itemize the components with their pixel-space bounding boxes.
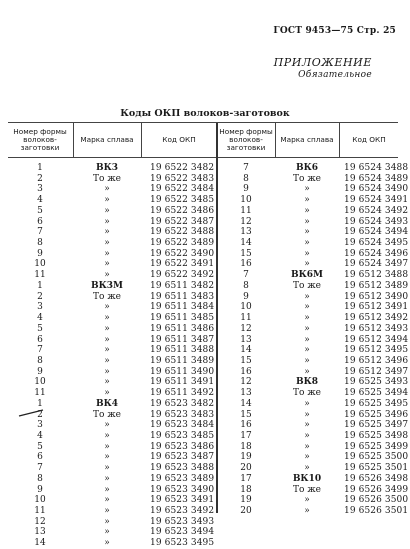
alloy-grade: » bbox=[304, 409, 310, 420]
okp-code: 19 6512 3496 bbox=[344, 355, 409, 366]
okp-code: 19 6525 3494 bbox=[344, 388, 409, 399]
alloy-grade: ВК10 bbox=[292, 473, 322, 484]
pen-mark-icon bbox=[18, 409, 44, 417]
okp-code: 19 6512 3492 bbox=[344, 313, 409, 324]
okp-code: 19 6524 3492 bbox=[344, 205, 409, 216]
okp-code: 19 6526 3500 bbox=[344, 495, 409, 506]
form-number: 20 bbox=[240, 506, 252, 517]
table-row bbox=[8, 216, 409, 228]
form-number: 4 bbox=[37, 195, 43, 206]
alloy-grade: » bbox=[104, 302, 110, 313]
table-row bbox=[8, 302, 409, 313]
form-number: 17 bbox=[240, 473, 252, 484]
alloy-grade: То же bbox=[293, 280, 321, 291]
okp-code: 19 6523 3494 bbox=[150, 527, 215, 538]
alloy-grade: ВК3М bbox=[90, 280, 124, 291]
table-title: Коды ОКП волоков-заготовок bbox=[120, 108, 290, 119]
alloy-grade: » bbox=[104, 313, 110, 324]
alloy-grade: » bbox=[104, 355, 110, 366]
alloy-grade: » bbox=[104, 345, 110, 356]
form-number: 1 bbox=[37, 398, 43, 409]
alloy-grade: » bbox=[104, 420, 110, 431]
okp-code: 19 6524 3496 bbox=[344, 248, 409, 259]
form-number: 15 bbox=[240, 355, 252, 366]
form-number: 10 bbox=[240, 195, 252, 206]
table-row bbox=[8, 377, 409, 388]
alloy-grade: ВК3 bbox=[95, 163, 119, 173]
form-number: 8 bbox=[243, 280, 249, 291]
header-form-number-right: Номер формы волоков-заготовки bbox=[219, 127, 273, 152]
alloy-grade: » bbox=[304, 495, 310, 506]
table-row bbox=[8, 227, 409, 238]
form-number: 7 bbox=[37, 227, 43, 238]
form-number: 3 bbox=[37, 302, 43, 313]
form-number: 1 bbox=[37, 280, 43, 291]
table-row bbox=[8, 345, 409, 356]
form-number: 9 bbox=[37, 484, 43, 495]
alloy-grade: » bbox=[104, 495, 110, 506]
alloy-grade: » bbox=[104, 388, 110, 399]
alloy-grade: ВК6М bbox=[290, 270, 324, 281]
table-row bbox=[8, 355, 409, 367]
alloy-grade: » bbox=[104, 484, 110, 495]
table-row bbox=[8, 173, 409, 185]
form-number: 11 bbox=[34, 388, 46, 399]
okp-code: 19 6525 3500 bbox=[344, 452, 409, 463]
alloy-grade: » bbox=[104, 227, 110, 238]
column-divider bbox=[339, 123, 340, 157]
alloy-grade: » bbox=[304, 313, 310, 324]
header-okp-code-left: Код ОКП bbox=[162, 135, 196, 144]
table-row bbox=[8, 506, 409, 517]
alloy-grade: » bbox=[304, 366, 310, 377]
table-row bbox=[8, 259, 409, 270]
okp-code: 19 6522 3485 bbox=[150, 195, 215, 206]
table-row bbox=[8, 388, 409, 399]
okp-code: 19 6525 3493 bbox=[344, 377, 409, 388]
alloy-grade: » bbox=[304, 398, 310, 409]
okp-code: 19 6511 3490 bbox=[150, 366, 215, 377]
form-number: 11 bbox=[34, 506, 46, 517]
alloy-grade: » bbox=[304, 506, 310, 517]
okp-code: 19 6522 3490 bbox=[150, 248, 215, 259]
okp-code: 19 6511 3483 bbox=[150, 291, 215, 302]
table-row bbox=[8, 248, 409, 260]
okp-code: 19 6524 3493 bbox=[344, 216, 409, 227]
table-row bbox=[8, 527, 398, 538]
column-divider bbox=[275, 123, 276, 157]
form-number: 19 bbox=[240, 495, 252, 506]
table-row bbox=[8, 484, 409, 496]
alloy-grade: » bbox=[304, 291, 310, 302]
table-row bbox=[8, 205, 409, 217]
appendix-label: ПРИЛОЖЕНИЕ bbox=[273, 56, 372, 69]
alloy-grade: » bbox=[104, 205, 110, 216]
header-alloy-right: Марка сплава bbox=[280, 135, 334, 144]
alloy-grade: То же bbox=[93, 409, 121, 420]
okp-code: 19 6512 3491 bbox=[344, 302, 409, 313]
form-number: 17 bbox=[240, 431, 252, 441]
form-number: 14 bbox=[240, 238, 252, 249]
form-number: 9 bbox=[37, 248, 43, 259]
okp-code: 19 6523 3483 bbox=[150, 409, 215, 420]
okp-code: 19 6525 3495 bbox=[344, 398, 409, 409]
form-number: 9 bbox=[37, 366, 43, 377]
mandatory-label: Обязательное bbox=[298, 70, 372, 80]
alloy-grade: » bbox=[104, 195, 110, 206]
okp-code: 19 6523 3493 bbox=[150, 516, 215, 527]
okp-code: 19 6525 3498 bbox=[344, 431, 409, 441]
okp-code: 19 6524 3490 bbox=[344, 184, 409, 195]
table-row bbox=[8, 280, 409, 292]
alloy-grade: ВК8 bbox=[295, 377, 319, 388]
alloy-grade: » bbox=[104, 527, 110, 538]
okp-code: 19 6512 3488 bbox=[344, 270, 409, 281]
alloy-grade: » bbox=[304, 463, 310, 474]
alloy-grade: » bbox=[104, 270, 110, 281]
form-number: 9 bbox=[243, 291, 249, 302]
okp-code: 19 6523 3482 bbox=[150, 398, 215, 409]
okp-code: 19 6512 3493 bbox=[344, 323, 409, 334]
okp-code: 19 6522 3487 bbox=[150, 216, 215, 227]
form-number: 8 bbox=[243, 173, 249, 184]
table-row bbox=[8, 291, 409, 303]
table-row bbox=[8, 163, 409, 174]
alloy-grade: » bbox=[104, 259, 110, 270]
header-okp-code-right: Код ОКП bbox=[352, 135, 386, 144]
okp-code: 19 6511 3482 bbox=[150, 280, 215, 291]
okp-code: 19 6511 3489 bbox=[150, 355, 215, 366]
okp-code: 19 6512 3494 bbox=[344, 334, 409, 345]
alloy-grade: » bbox=[304, 302, 310, 313]
form-number: 13 bbox=[240, 388, 252, 399]
form-number: 16 bbox=[240, 420, 252, 431]
form-number: 5 bbox=[37, 205, 43, 216]
table-row bbox=[8, 517, 398, 528]
table-row bbox=[8, 452, 409, 463]
alloy-grade: То же bbox=[293, 484, 321, 495]
alloy-grade: » bbox=[104, 184, 110, 195]
okp-code: 19 6524 3491 bbox=[344, 195, 409, 206]
form-number: 18 bbox=[240, 441, 252, 452]
form-number: 20 bbox=[240, 463, 252, 474]
form-number: 14 bbox=[240, 398, 252, 409]
table-row bbox=[8, 495, 409, 506]
okp-code: 19 6511 3487 bbox=[150, 334, 215, 345]
form-number: 7 bbox=[243, 270, 249, 281]
okp-code: 19 6511 3486 bbox=[150, 323, 215, 334]
table-row bbox=[8, 366, 409, 378]
alloy-grade: » bbox=[304, 238, 310, 249]
alloy-grade: » bbox=[104, 473, 110, 484]
alloy-grade: » bbox=[104, 516, 110, 527]
alloy-grade: » bbox=[104, 538, 110, 549]
form-number: 6 bbox=[37, 334, 43, 345]
okp-code: 19 6522 3492 bbox=[150, 270, 215, 281]
form-number: 8 bbox=[37, 355, 43, 366]
alloy-grade: То же bbox=[293, 388, 321, 399]
alloy-grade: » bbox=[304, 195, 310, 206]
okp-code: 19 6522 3486 bbox=[150, 205, 215, 216]
form-number: 10 bbox=[34, 377, 46, 388]
okp-code: 19 6523 3487 bbox=[150, 452, 215, 463]
okp-code: 19 6523 3495 bbox=[150, 538, 215, 549]
form-number: 11 bbox=[34, 270, 46, 281]
alloy-grade: » bbox=[104, 366, 110, 377]
form-number: 3 bbox=[37, 184, 43, 195]
alloy-grade: » bbox=[304, 431, 310, 441]
form-number: 6 bbox=[37, 452, 43, 463]
alloy-grade: » bbox=[104, 248, 110, 259]
okp-code: 19 6522 3482 bbox=[150, 163, 215, 173]
alloy-grade: » bbox=[104, 334, 110, 345]
okp-code: 19 6512 3489 bbox=[344, 280, 409, 291]
alloy-grade: » bbox=[104, 216, 110, 227]
alloy-grade: ВК4 bbox=[95, 398, 119, 409]
alloy-grade: » bbox=[304, 452, 310, 463]
okp-code: 19 6526 3498 bbox=[344, 473, 409, 484]
column-divider bbox=[73, 123, 74, 157]
form-number: 4 bbox=[37, 431, 43, 441]
okp-code: 19 6522 3483 bbox=[150, 173, 215, 184]
form-number: 10 bbox=[34, 259, 46, 270]
form-number: 9 bbox=[243, 184, 249, 195]
form-number: 12 bbox=[240, 216, 252, 227]
alloy-grade: » bbox=[304, 205, 310, 216]
table-row bbox=[8, 538, 398, 549]
okp-code: 19 6522 3488 bbox=[150, 227, 215, 238]
form-number: 8 bbox=[37, 238, 43, 249]
form-number: 7 bbox=[243, 163, 249, 173]
okp-code: 19 6511 3491 bbox=[150, 377, 215, 388]
form-number: 11 bbox=[240, 205, 252, 216]
form-number: 7 bbox=[37, 345, 43, 356]
alloy-grade: » bbox=[304, 259, 310, 270]
table-row bbox=[8, 431, 409, 442]
okp-code: 19 6523 3485 bbox=[150, 431, 215, 441]
alloy-grade: » bbox=[304, 345, 310, 356]
okp-code: 19 6524 3497 bbox=[344, 259, 409, 270]
okp-code: 19 6512 3490 bbox=[344, 291, 409, 302]
form-number: 14 bbox=[240, 345, 252, 356]
table-row bbox=[8, 270, 409, 281]
form-number: 1 bbox=[37, 163, 43, 173]
okp-code: 19 6525 3499 bbox=[344, 441, 409, 452]
form-number: 10 bbox=[34, 495, 46, 506]
alloy-grade: » bbox=[304, 355, 310, 366]
alloy-grade: » bbox=[104, 441, 110, 452]
okp-code: 19 6512 3495 bbox=[344, 345, 409, 356]
alloy-grade: » bbox=[104, 377, 110, 388]
okp-code: 19 6525 3497 bbox=[344, 420, 409, 431]
header-form-number-left: Номер формы волоков-заготовки bbox=[13, 127, 67, 152]
alloy-grade: » bbox=[304, 248, 310, 259]
table-row bbox=[8, 323, 409, 335]
okp-code: 19 6525 3501 bbox=[344, 463, 409, 474]
header-alloy-left: Марка сплава bbox=[80, 135, 134, 144]
alloy-grade: » bbox=[104, 238, 110, 249]
table-row bbox=[8, 184, 409, 195]
form-number: 13 bbox=[34, 527, 46, 538]
okp-code: 19 6524 3488 bbox=[344, 163, 409, 173]
form-number: 3 bbox=[37, 420, 43, 431]
alloy-grade: » bbox=[304, 420, 310, 431]
form-number: 13 bbox=[240, 227, 252, 238]
form-number: 14 bbox=[34, 538, 46, 549]
alloy-grade: » bbox=[304, 227, 310, 238]
okp-code: 19 6523 3486 bbox=[150, 441, 215, 452]
form-number: 5 bbox=[37, 441, 43, 452]
form-number: 12 bbox=[34, 516, 46, 527]
form-number: 6 bbox=[37, 216, 43, 227]
okp-code: 19 6522 3489 bbox=[150, 238, 215, 249]
alloy-grade: » bbox=[104, 463, 110, 474]
form-number: 11 bbox=[240, 313, 252, 324]
form-number: 4 bbox=[37, 313, 43, 324]
alloy-grade: » bbox=[304, 323, 310, 334]
alloy-grade: ВК6 bbox=[295, 163, 319, 173]
form-number: 12 bbox=[240, 377, 252, 388]
okp-code: 19 6522 3484 bbox=[150, 184, 215, 195]
page-header: ГОСТ 9453—75 Стр. 25 bbox=[273, 26, 396, 36]
alloy-grade: То же bbox=[93, 291, 121, 302]
okp-code: 19 6523 3492 bbox=[150, 506, 215, 517]
alloy-grade: » bbox=[304, 441, 310, 452]
okp-code: 19 6524 3495 bbox=[344, 238, 409, 249]
form-number: 15 bbox=[240, 409, 252, 420]
table-row bbox=[8, 420, 409, 431]
form-number: 8 bbox=[37, 473, 43, 484]
form-number: 7 bbox=[37, 463, 43, 474]
form-number: 16 bbox=[240, 366, 252, 377]
okp-code: 19 6512 3497 bbox=[344, 366, 409, 377]
alloy-grade: » bbox=[104, 431, 110, 441]
okp-code: 19 6522 3491 bbox=[150, 259, 215, 270]
okp-code: 19 6511 3492 bbox=[150, 388, 215, 399]
table-row bbox=[8, 313, 409, 324]
form-number: 19 bbox=[240, 452, 252, 463]
okp-code: 19 6523 3491 bbox=[150, 495, 215, 506]
okp-code: 19 6523 3489 bbox=[150, 473, 215, 484]
table-row bbox=[8, 334, 409, 346]
form-number: 15 bbox=[240, 248, 252, 259]
okp-code: 19 6524 3494 bbox=[344, 227, 409, 238]
okp-codes-table bbox=[8, 122, 409, 549]
form-number: 2 bbox=[37, 291, 43, 302]
table-row bbox=[8, 195, 409, 206]
alloy-grade: » bbox=[104, 452, 110, 463]
form-number: 2 bbox=[37, 173, 43, 184]
okp-code: 19 6511 3485 bbox=[150, 313, 215, 324]
okp-code: 19 6524 3489 bbox=[344, 173, 409, 184]
table-row bbox=[8, 473, 409, 485]
form-number: 18 bbox=[240, 484, 252, 495]
alloy-grade: » bbox=[304, 184, 310, 195]
alloy-grade: » bbox=[304, 334, 310, 345]
form-number: 10 bbox=[240, 302, 252, 313]
form-number: 5 bbox=[37, 323, 43, 334]
table-row bbox=[8, 238, 409, 249]
form-number: 16 bbox=[240, 259, 252, 270]
column-divider bbox=[141, 123, 142, 157]
okp-code: 19 6525 3496 bbox=[344, 409, 409, 420]
alloy-grade: » bbox=[104, 506, 110, 517]
okp-code: 19 6526 3501 bbox=[344, 506, 409, 517]
alloy-grade: То же bbox=[293, 173, 321, 184]
okp-code: 19 6523 3484 bbox=[150, 420, 215, 431]
table-row bbox=[8, 441, 409, 453]
table-row bbox=[8, 409, 409, 421]
form-number: 2 bbox=[37, 409, 43, 420]
form-number: 13 bbox=[240, 334, 252, 345]
okp-code: 19 6511 3488 bbox=[150, 345, 215, 356]
alloy-grade: То же bbox=[93, 173, 121, 184]
okp-code: 19 6523 3488 bbox=[150, 463, 215, 474]
okp-code: 19 6511 3484 bbox=[150, 302, 215, 313]
table-row bbox=[8, 463, 409, 474]
table-row bbox=[8, 398, 409, 410]
form-number: 12 bbox=[240, 323, 252, 334]
okp-code: 19 6526 3499 bbox=[344, 484, 409, 495]
alloy-grade: » bbox=[304, 216, 310, 227]
alloy-grade: » bbox=[104, 323, 110, 334]
okp-code: 19 6523 3490 bbox=[150, 484, 215, 495]
